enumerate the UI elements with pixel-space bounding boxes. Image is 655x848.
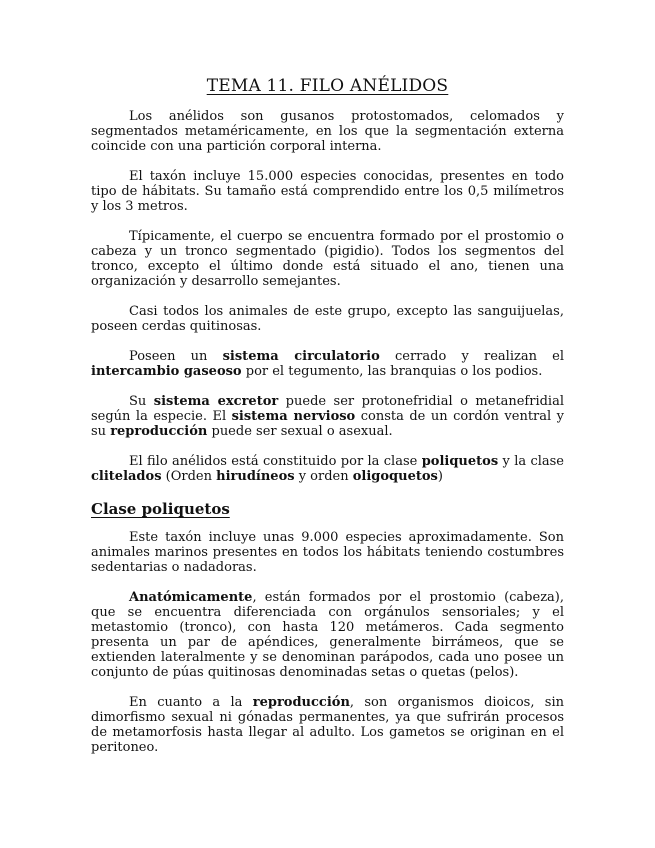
text-run: y la clase (498, 454, 565, 469)
text-run: y orden (294, 469, 353, 484)
text-run: consta de un cordón ventral y su (91, 409, 564, 439)
text-run: Su (129, 394, 154, 409)
text-run: En cuanto a la (129, 695, 253, 710)
text-run: (Orden (161, 469, 217, 484)
text-run: cerrado y realizan el (379, 349, 564, 364)
paragraph-intro: Los anélidos son gusanos protostomados, celomados y segmentados metaméricamente, en los que la segmentación externa coincide con una partición corporal interna. (91, 109, 564, 154)
text-run: puede ser sexual o asexual. (207, 424, 393, 439)
document-title: TEMA 11. FILO ANÉLIDOS (206, 76, 449, 96)
text-run: por el tegumento, las branquias o los podios. (241, 364, 543, 379)
paragraph-poliquetos-intro: Este taxón incluye unas 9.000 especies aproximadamente. Son animales marinos presentes en todos los hábitats teniendo costumbres sedentarias o nadadoras. (91, 530, 564, 575)
bold-term: hirudíneos (216, 469, 295, 484)
document-page (91, 76, 564, 770)
paragraph-reproduction (91, 695, 564, 755)
paragraph-species-count: El taxón incluye 15.000 especies conocidas, presentes en todo tipo de hábitats. Su tamaño está comprendido entre los 0,5 milímetros y los 3 metros. (91, 169, 564, 214)
paragraph-anatomy (91, 590, 564, 680)
text-run: Poseen un (129, 349, 223, 364)
bold-term: sistema excretor (153, 394, 279, 409)
bold-term: Anatómicamente (129, 590, 253, 605)
text-run: El filo anélidos está constituido por la clase (129, 454, 422, 469)
bold-term: intercambio gaseoso (91, 364, 242, 379)
text-run: , están formados por el prostomio (cabeza), que se encuentra diferenciada con orgánulos sensoriales; y el metastomio (tronco), con hasta 120 metámeros. Cada segmento presenta un par de apéndices, generalmente birrámeos, que se extienden lateralmente y se denominan parápodos, cada uno posee un conjunto de púas quitinosas denominadas setas o quetas (pelos). (91, 590, 564, 680)
text-run: ) (437, 469, 443, 484)
text-run: , son organismos dioicos, sin dimorfismo sexual ni gónadas permanentes, ya que sufrirán procesos de metamorfosis hasta llegar al adulto. Los gametos se originan en el peritoneo. (91, 695, 564, 755)
bold-term: poliquetos (421, 454, 499, 469)
paragraph-body-structure: Típicamente, el cuerpo se encuentra formado por el prostomio o cabeza y un tronco segmentado (pigidio). Todos los segmentos del tronco, excepto el último donde está situado el ano, tienen una organización y desarrollo semejantes. (91, 229, 564, 289)
bold-term: reproducción (252, 695, 350, 710)
bold-term: reproducción (110, 424, 208, 439)
bold-term: oligoquetos (352, 469, 438, 484)
paragraph-circulatory (91, 349, 564, 379)
bold-term: clitelados (91, 469, 162, 484)
bold-term: sistema nervioso (231, 409, 356, 424)
paragraph-classes (91, 454, 564, 484)
text-run: puede ser protonefridial o metanefridial según la especie. El (91, 394, 565, 424)
bold-term: sistema circulatorio (222, 349, 380, 364)
section-heading: Clase poliquetos (91, 500, 230, 518)
paragraph-chitin-bristles: Casi todos los animales de este grupo, excepto las sanguijuelas, poseen cerdas quitinosas. (91, 304, 564, 334)
paragraph-excretory (91, 394, 564, 439)
